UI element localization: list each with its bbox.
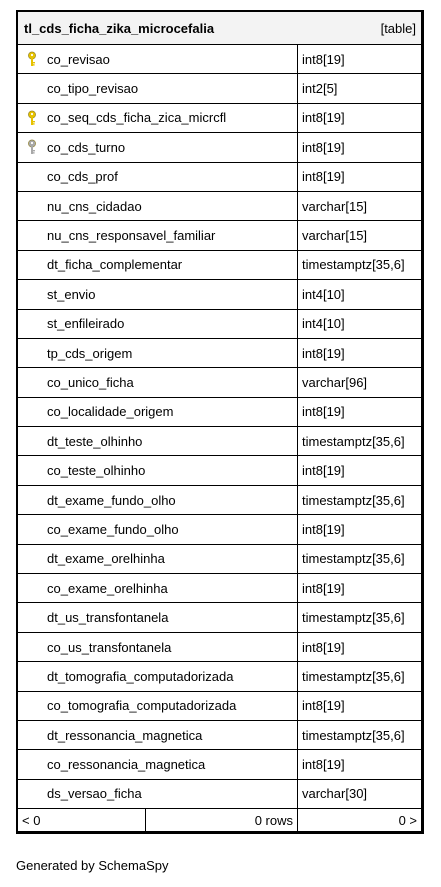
column-name-cell [18,603,298,631]
column-name: st_envio [47,286,96,302]
column-name-cell [18,662,298,690]
column-row[interactable] [18,280,421,309]
column-name: co_us_transfontanela [47,639,172,655]
column-name: dt_us_transfontanela [47,610,169,626]
column-row[interactable] [18,74,421,103]
column-row[interactable] [18,45,421,74]
column-row[interactable] [18,368,421,397]
column-name-cell [18,45,298,73]
blank-icon [22,221,42,249]
column-name-cell [18,310,298,338]
primary-key-icon [22,45,42,73]
blank-icon [22,545,42,573]
column-type: int8[19] [302,51,345,67]
column-type: varchar[30] [302,786,368,802]
column-name: st_enfileirado [47,316,125,332]
column-row[interactable] [18,339,421,368]
blank-icon [22,192,42,220]
column-name-cell [18,486,298,514]
blank-icon [22,662,42,690]
blank-icon [22,368,42,396]
column-type: timestamptz[35,6] [302,668,405,684]
column-row[interactable] [18,486,421,515]
table-kind-label: [table] [380,20,416,36]
column-type: int8[19] [302,521,345,537]
primary-key-icon [22,104,42,132]
column-name: co_ressonancia_magnetica [47,757,206,773]
column-row[interactable] [18,163,421,192]
column-name-cell [18,192,298,220]
column-row[interactable] [18,721,421,750]
column-name-cell [18,280,298,308]
blank-icon [22,486,42,514]
column-name-cell [18,545,298,573]
blank-icon [22,251,42,279]
blank-icon [22,456,42,484]
column-name: ds_versao_ficha [47,786,142,802]
column-name: co_tipo_revisao [47,81,139,97]
column-name: co_teste_olhinho [47,463,146,479]
table-footer [18,809,421,831]
column-name: co_revisao [47,51,110,67]
row-count: 0 rows [146,809,298,831]
column-row[interactable] [18,133,421,162]
column-type: timestamptz[35,6] [302,257,405,273]
column-type: int4[10] [302,316,345,332]
blank-icon [22,780,42,808]
blank-icon [22,692,42,720]
column-name-cell [18,133,298,161]
blank-icon [22,603,42,631]
column-name: dt_exame_fundo_olho [47,492,176,508]
column-name-cell [18,780,298,808]
blank-icon [22,310,42,338]
column-type: int8[19] [302,345,345,361]
column-type: timestamptz[35,6] [302,551,405,567]
column-row[interactable] [18,750,421,779]
column-row[interactable] [18,398,421,427]
blank-icon [22,74,42,102]
column-row[interactable] [18,104,421,133]
column-name-cell [18,221,298,249]
blank-icon [22,721,42,749]
column-name-cell [18,721,298,749]
column-name-cell [18,368,298,396]
column-name-cell [18,251,298,279]
column-name-cell [18,515,298,543]
column-name-cell [18,339,298,367]
column-name: dt_ressonancia_magnetica [47,727,203,743]
blank-icon [22,515,42,543]
column-row[interactable] [18,603,421,632]
column-type: int8[19] [302,169,345,185]
column-row[interactable] [18,545,421,574]
blank-icon [22,398,42,426]
column-name: co_cds_turno [47,139,126,155]
foreign-key-icon [22,133,42,161]
table-name[interactable]: tl_cds_ficha_zika_microcefalia [24,20,215,36]
column-name-cell [18,633,298,661]
column-row[interactable] [18,780,421,809]
generated-by-text: Generated by SchemaSpy [16,858,169,873]
column-name-cell [18,104,298,132]
column-name-cell [18,574,298,602]
column-type: varchar[96] [302,374,368,390]
column-name-cell [18,427,298,455]
column-type: int8[19] [302,110,345,126]
blank-icon [22,163,42,191]
column-row[interactable] [18,427,421,456]
column-name-cell [18,74,298,102]
column-row[interactable] [18,515,421,544]
column-type: timestamptz[35,6] [302,727,405,743]
column-type: int8[19] [302,698,345,714]
column-row[interactable] [18,692,421,721]
column-name-cell [18,456,298,484]
column-name: co_unico_ficha [47,374,134,390]
column-name-cell [18,692,298,720]
column-name: dt_exame_orelhinha [47,551,165,567]
column-name: co_localidade_origem [47,404,174,420]
column-type: int8[19] [302,463,345,479]
column-type: timestamptz[35,6] [302,433,405,449]
column-list [18,45,421,809]
blank-icon [22,633,42,661]
parents-count[interactable]: < 0 [18,809,146,831]
column-name: co_exame_orelhinha [47,580,168,596]
column-name-cell [18,398,298,426]
blank-icon [22,574,42,602]
column-row[interactable] [18,251,421,280]
column-name: co_cds_prof [47,169,118,185]
column-type: int4[10] [302,286,345,302]
children-count[interactable]: 0 > [398,812,417,828]
blank-icon [22,280,42,308]
column-name: nu_cns_responsavel_familiar [47,228,216,244]
blank-icon [22,339,42,367]
column-name: dt_ficha_complementar [47,257,183,273]
column-type: int8[19] [302,580,345,596]
blank-icon [22,427,42,455]
column-type: timestamptz[35,6] [302,610,405,626]
blank-icon [22,750,42,778]
column-row[interactable] [18,456,421,485]
column-type: int8[19] [302,757,345,773]
column-row[interactable] [18,633,421,662]
column-name: dt_teste_olhinho [47,433,143,449]
column-name: co_tomografia_computadorizada [47,698,237,714]
column-row[interactable] [18,310,421,339]
column-name: dt_tomografia_computadorizada [47,668,234,684]
table-header [18,12,421,45]
column-type: varchar[15] [302,198,368,214]
column-name: co_exame_fundo_olho [47,521,179,537]
column-row[interactable] [18,221,421,250]
column-type: int8[19] [302,639,345,655]
column-row[interactable] [18,574,421,603]
column-name: co_seq_cds_ficha_zica_micrcfl [47,110,227,126]
column-name-cell [18,750,298,778]
column-type: varchar[15] [302,228,368,244]
column-type: int8[19] [302,404,345,420]
column-type: int2[5] [302,81,338,97]
column-name: nu_cns_cidadao [47,198,142,214]
column-type: int8[19] [302,139,345,155]
column-row[interactable] [18,662,421,691]
table-box [16,10,424,834]
column-name: tp_cds_origem [47,345,133,361]
column-name-cell [18,163,298,191]
column-row[interactable] [18,192,421,221]
column-type: timestamptz[35,6] [302,492,405,508]
